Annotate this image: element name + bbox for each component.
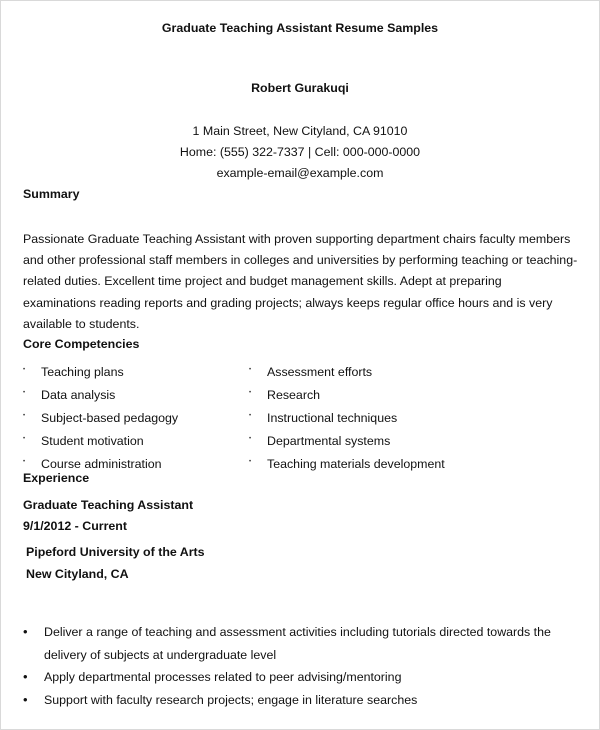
bullet-icon: • <box>249 459 252 465</box>
bullet-icon: • <box>23 367 26 373</box>
employer-location: New Cityland, CA <box>26 567 129 581</box>
bullet-icon: • <box>23 390 26 396</box>
list-item: • Data analysis <box>23 388 116 402</box>
experience-heading: Experience <box>23 471 90 485</box>
competencies-right-list <box>249 361 549 476</box>
bullet-icon: • <box>23 436 26 442</box>
list-item: • Departmental systems <box>249 434 391 448</box>
list-item: • Subject-based pedagogy <box>23 411 179 425</box>
document-title: Graduate Teaching Assistant Resume Samples <box>161 21 439 35</box>
list-item: • Student motivation <box>23 434 144 448</box>
list-item: • Support with faculty research projects; engage in literature searches <box>23 689 583 712</box>
duties-list <box>23 621 583 711</box>
contact-phone: Home: (555) 322-7337 | Cell: 000-000-0000 <box>179 145 421 159</box>
list-item: • Teaching materials development <box>249 457 445 471</box>
list-item: • Instructional techniques <box>249 411 398 425</box>
bullet-icon: • <box>23 669 28 684</box>
job-title: Graduate Teaching Assistant <box>23 498 194 512</box>
bullet-icon: • <box>23 624 28 639</box>
contact-email: example-email@example.com <box>216 166 384 180</box>
list-item: • Teaching plans <box>23 365 124 379</box>
contact-address: 1 Main Street, New Cityland, CA 91010 <box>192 124 408 138</box>
bullet-icon: • <box>23 459 26 465</box>
summary-heading: Summary <box>23 187 80 201</box>
bullet-icon: • <box>249 390 252 396</box>
job-dates: 9/1/2012 - Current <box>23 519 127 533</box>
list-item: • Deliver a range of teaching and assessment activities including tutorials directed towards the delivery of subjects at undergraduate level <box>23 621 583 666</box>
candidate-name: Robert Gurakuqi <box>251 81 349 95</box>
bullet-icon: • <box>249 367 252 373</box>
summary-text: Passionate Graduate Teaching Assistant with proven supporting department chairs faculty members and other professional staff members in colleges and universities by performing teaching or teaching-related duties. Excellent time project and budget management skills. Adept at preparing examinations reading reports and grading projects; always keeps regular office hours and is very available to students. <box>23 232 578 331</box>
list-item: • Apply departmental processes related to peer advising/mentoring <box>23 666 583 689</box>
list-item: • Assessment efforts <box>249 365 373 379</box>
bullet-icon: • <box>249 413 252 419</box>
bullet-icon: • <box>249 436 252 442</box>
list-item: • Research <box>249 388 321 402</box>
competencies-heading: Core Competencies <box>23 337 140 351</box>
employer-name: Pipeford University of the Arts <box>26 545 205 559</box>
bullet-icon: • <box>23 691 28 707</box>
list-item: • Course administration <box>23 457 162 471</box>
competencies-left-list <box>23 361 243 476</box>
bullet-icon: • <box>23 413 26 419</box>
